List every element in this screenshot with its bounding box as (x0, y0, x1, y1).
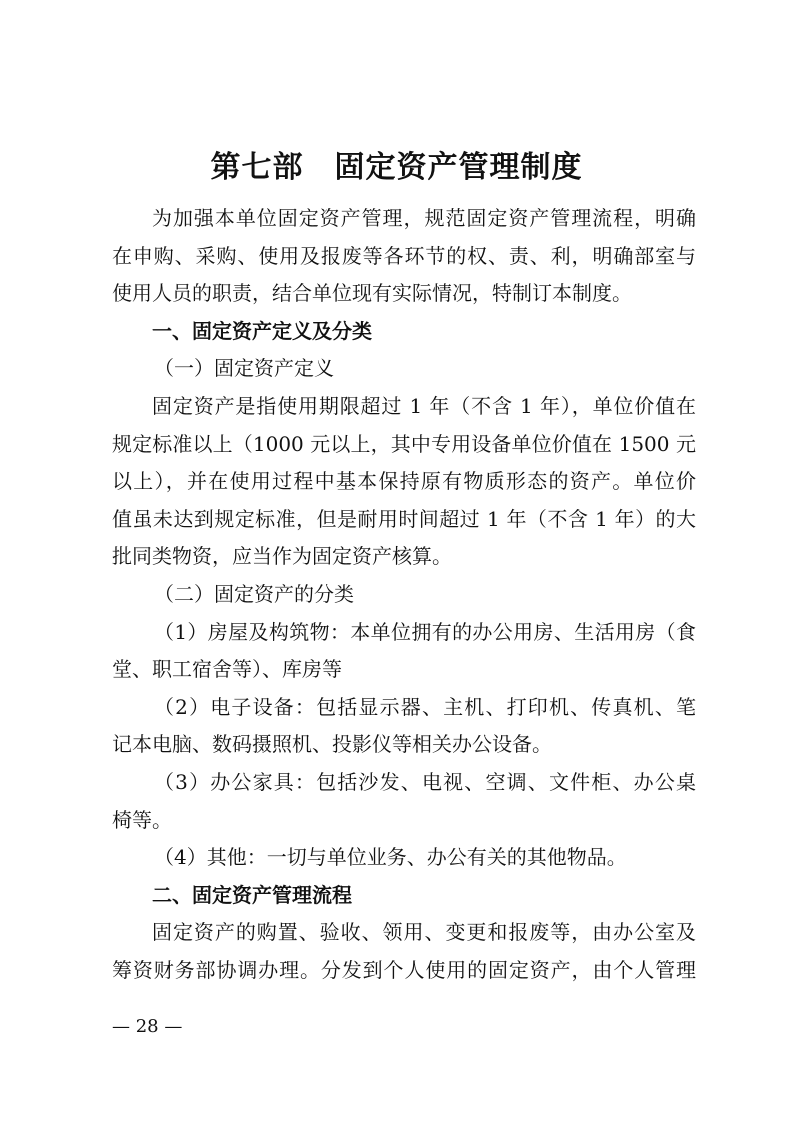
list-item-line: 记本电脑、数码摄照机、投影仪等相关办公设备。 (112, 732, 552, 757)
paragraph-line: 规定标准以上（1000 元以上，其中专用设备单位价值在 1500 元 (112, 431, 696, 456)
section-heading: 二、固定资产管理流程 (152, 882, 352, 907)
paragraph-line: 批同类物资，应当作为固定资产核算。 (112, 544, 452, 569)
paragraph-line: 固定资产是指使用期限超过 1 年（不含 1 年），单位价值在 (152, 393, 696, 418)
list-item-line: （3）办公家具：包括沙发、电视、空调、文件柜、办公桌 (154, 769, 696, 794)
subsection-heading: （二）固定资产的分类 (154, 581, 354, 606)
subsection-heading: （一）固定资产定义 (154, 356, 334, 381)
section-heading: 一、固定资产定义及分类 (152, 318, 372, 343)
paragraph-line: 筹资财务部协调办理。分发到个人使用的固定资产，由个人管理 (112, 957, 696, 982)
paragraph-line: 使用人员的职责，结合单位现有实际情况，特制订本制度。 (112, 281, 632, 306)
list-item-line: （1）房屋及构筑物：本单位拥有的办公用房、生活用房（食 (154, 619, 696, 644)
page-number: — 28 — (112, 1016, 183, 1037)
list-item-line: （4）其他：一切与单位业务、办公有关的其他物品。 (154, 845, 627, 870)
paragraph-line: 为加强本单位固定资产管理，规范固定资产管理流程，明确 (152, 206, 696, 230)
paragraph-line: 以上），并在使用过程中基本保持原有物质形态的资产。单位价 (112, 469, 696, 494)
list-item-line: （2）电子设备：包括显示器、主机、打印机、传真机、笔 (154, 694, 696, 719)
paragraph-line: 固定资产的购置、验收、领用、变更和报废等，由办公室及 (152, 920, 696, 945)
paragraph-line: 值虽未达到规定标准，但是耐用时间超过 1 年（不含 1 年）的大 (112, 506, 696, 531)
document-title: 第七部 固定资产管理制度 (210, 150, 583, 185)
list-item-line: 椅等。 (112, 807, 172, 832)
paragraph-line: 在申购、采购、使用及报废等各环节的权、责、利，明确部室与 (112, 243, 696, 268)
document-body (112, 200, 696, 989)
list-item-line: 堂、职工宿舍等）、库房等 (112, 657, 342, 682)
